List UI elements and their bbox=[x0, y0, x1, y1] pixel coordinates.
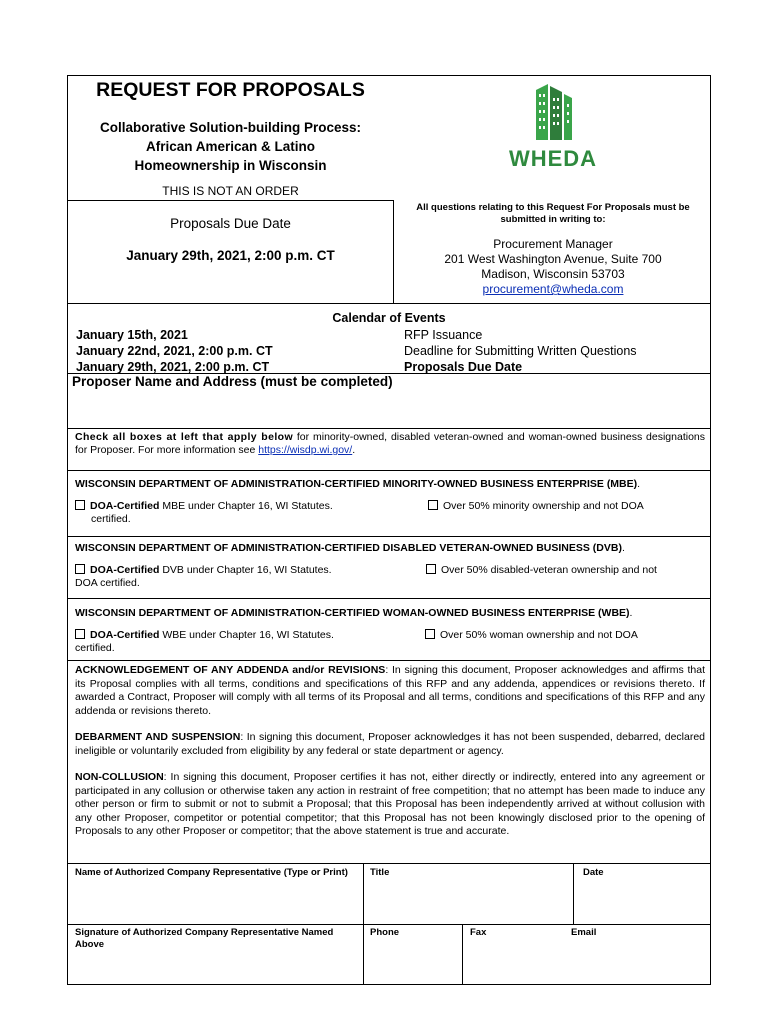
name-field[interactable] bbox=[70, 891, 360, 921]
calendar-events bbox=[404, 327, 704, 375]
mbe-doa-certified-option: DOA-Certified MBE under Chapter 16, WI Statutes. certified. bbox=[75, 500, 375, 526]
calendar-date: January 22nd, 2021, 2:00 p.m. CT bbox=[76, 344, 273, 358]
rfp-form bbox=[67, 75, 711, 985]
non-collusion-paragraph: NON-COLLUSION: In signing this document, Proposer certifies it has not, either directly or indirectly, entered into any agreement or participated in any collusion or otherwise taken any action in restraint of free competition; that no attempt has been made to induce any other person or firm to submit or not to submit a Proposal; that this Proposal has been independently arrived at without collusion with any other Proposer, competitor or potential competitor; that this Proposal has not been knowingly disclosed prior to the opening of Proposals to any other Proposer or competitor; that the above statement is true and accurate. bbox=[75, 771, 705, 837]
wbe-doa-certified-checkbox[interactable] bbox=[75, 629, 85, 639]
dvb-doa-certified-checkbox[interactable] bbox=[75, 564, 85, 574]
rfp-subtitle bbox=[68, 118, 393, 175]
contact-address-2: Madison, Wisconsin 53703 bbox=[481, 267, 625, 281]
due-date-value: January 29th, 2021, 2:00 p.m. CT bbox=[126, 248, 335, 263]
wbe-heading: WISCONSIN DEPARTMENT OF ADMINISTRATION-CERTIFIED WOMAN-OWNED BUSINESS ENTERPRISE (WBE). bbox=[75, 607, 633, 619]
not-an-order: THIS IS NOT AN ORDER bbox=[162, 184, 299, 198]
calendar-dates bbox=[76, 327, 396, 375]
calendar-date: January 15th, 2021 bbox=[76, 328, 188, 342]
page-title: REQUEST FOR PROPOSALS bbox=[96, 79, 365, 101]
email-field[interactable] bbox=[576, 942, 708, 982]
wisdp-link[interactable]: https://wisdp.wi.gov/ bbox=[258, 444, 353, 456]
mbe-ownership-option: Over 50% minority ownership and not DOA bbox=[428, 500, 708, 513]
dvb-heading: WISCONSIN DEPARTMENT OF ADMINISTRATION-CERTIFIED DISABLED VETERAN-OWNED BUSINESS (DVB). bbox=[75, 542, 625, 554]
fax-label: Fax bbox=[470, 927, 487, 938]
instructions-bold: Check all boxes at left that apply below bbox=[75, 431, 294, 443]
wheda-logo-text: WHEDA bbox=[508, 146, 598, 171]
calendar-event: RFP Issuance bbox=[404, 328, 483, 342]
email-label: Email bbox=[571, 927, 597, 938]
calendar-event: Proposals Due Date bbox=[404, 360, 523, 374]
instructions-text: for minority-owned, disabled veteran-owned and woman-owned business designations for Proposer. For more information see bbox=[75, 431, 706, 456]
wheda-logo-icon bbox=[498, 80, 608, 142]
fax-field[interactable] bbox=[465, 942, 570, 982]
contact-address-1: 201 West Washington Avenue, Suite 700 bbox=[444, 252, 662, 266]
due-date-label: Proposals Due Date bbox=[170, 216, 291, 231]
procurement-contact bbox=[398, 237, 708, 297]
subtitle-line: African American & Latino bbox=[145, 139, 316, 154]
calendar-title: Calendar of Events bbox=[332, 311, 446, 325]
mbe-heading: WISCONSIN DEPARTMENT OF ADMINISTRATION-CERTIFIED MINORITY-OWNED BUSINESS ENTERPRISE (MBE). bbox=[75, 478, 641, 490]
title-label: Title bbox=[370, 867, 390, 878]
title-field[interactable] bbox=[366, 881, 570, 921]
signature-field[interactable] bbox=[70, 954, 360, 982]
contact-email-link[interactable]: procurement@wheda.com bbox=[482, 282, 624, 296]
acknowledgement-paragraph: ACKNOWLEDGEMENT OF ANY ADDENDA and/or REVISIONS: In signing this document, Proposer acknowledges and affirms that its Proposal complies with all terms, conditions and specifications of this RFP and any addenda, appendices or revisions thereto. If awarded a Contract, Proposer will comply with all terms of its Proposal and all terms, conditions and specifications of this RFP and any addenda or revisions thereto. bbox=[75, 664, 705, 717]
mbe-ownership-checkbox[interactable] bbox=[428, 500, 438, 510]
dvb-ownership-option: Over 50% disabled-veteran ownership and not bbox=[426, 564, 708, 577]
wheda-logo bbox=[498, 80, 608, 170]
date-field[interactable] bbox=[576, 881, 708, 921]
proposer-name-address-field[interactable] bbox=[72, 392, 706, 426]
debarment-paragraph: DEBARMENT AND SUSPENSION: In signing this document, Proposer acknowledges it has not been suspended, debarred, declared ineligible or voluntarily excluded from eligibility by any federal or state department or agency. bbox=[75, 731, 706, 757]
dvb-ownership-checkbox[interactable] bbox=[426, 564, 436, 574]
phone-field[interactable] bbox=[366, 942, 459, 982]
dvb-doa-certified-option: DOA-Certified DVB under Chapter 16, WI Statutes. DOA certified. bbox=[75, 564, 332, 589]
wbe-doa-certified-option: DOA-Certified WBE under Chapter 16, WI Statutes. certified. bbox=[75, 629, 334, 654]
date-label: Date bbox=[583, 867, 604, 878]
wbe-ownership-checkbox[interactable] bbox=[425, 629, 435, 639]
subtitle-line: Collaborative Solution-building Process: bbox=[99, 120, 362, 135]
questions-note: All questions relating to this Request For Proposals must be submitted in writing to: bbox=[416, 202, 690, 225]
calendar-date: January 29th, 2021, 2:00 p.m. CT bbox=[76, 360, 270, 374]
subtitle-line: Homeownership in Wisconsin bbox=[134, 158, 327, 173]
mbe-doa-certified-checkbox[interactable] bbox=[75, 500, 85, 510]
wbe-ownership-option: Over 50% woman ownership and not DOA bbox=[425, 629, 708, 642]
designation-instructions: Check all boxes at left that apply below for minority-owned, disabled veteran-owned and woman-owned business designations for Proposer. For more information see https://wisdp.wi.gov/. bbox=[75, 431, 706, 456]
signature-label: Signature of Authorized Company Representative Named Above bbox=[75, 927, 334, 950]
contact-title: Procurement Manager bbox=[493, 237, 613, 251]
phone-label: Phone bbox=[370, 927, 400, 938]
proposer-label: Proposer Name and Address (must be completed) bbox=[72, 374, 393, 389]
calendar-event: Deadline for Submitting Written Questions bbox=[404, 344, 637, 358]
name-label: Name of Authorized Company Representative (Type or Print) bbox=[75, 867, 348, 878]
